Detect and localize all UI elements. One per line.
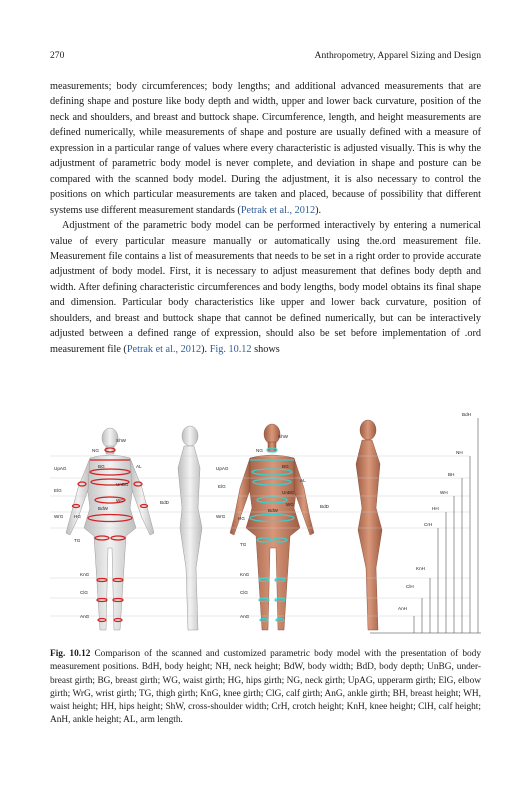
label-unbg: UnBG [116, 482, 129, 487]
label-wh: WH [440, 490, 448, 495]
label-bdw-2: BdW [268, 508, 278, 513]
citation-link[interactable]: Petrak et al., 2012 [240, 204, 316, 216]
label-upag: UpAG [54, 466, 67, 471]
label-clg-2: ClG [240, 590, 248, 595]
paragraph-2: Adjustment of the parametric body model can be performed interactively by entering a numerical value of every particular measure manually or automatically using the.ord measurement file. Measurement file contains a list of measurements that needs to be set in a right order to provide accurate adjustment of body model. First, it is necessary to adjust measurement that defines body depth and width. After defining characteristic circumferences and body lengths, body model obtains its final shape and dimension. Particular body characteristics like upper and lower back curvature, position of shoulders, and breast and buttock shape that cannot be defined numerically, but can be interactively adjusted between a defined range of expression, should also be set before implementation of .ord measurement file (Petrak et al., 2012). Fig. 10.12 shows [50, 220, 481, 355]
label-crh: CrH [424, 522, 433, 527]
label-upag-2: UpAG [216, 466, 229, 471]
label-bg-2: BG [282, 464, 289, 469]
label-unbg-2: UnBG [282, 490, 295, 495]
label-ang: AnG [80, 614, 90, 619]
label-bg: BG [98, 464, 105, 469]
grey-mannequin-front [66, 428, 154, 630]
label-bdw: BdW [98, 506, 108, 511]
caption-label: Fig. 10.12 [50, 649, 91, 659]
label-tg-2: TG [240, 542, 247, 547]
label-tg: TG [74, 538, 81, 543]
label-hg-2: HG [238, 516, 245, 521]
page-number: 270 [50, 50, 65, 61]
label-elg: ElG [54, 488, 62, 493]
label-elg-2: ElG [218, 484, 226, 489]
label-ang-2: AnG [240, 614, 250, 619]
label-clg: ClG [80, 590, 88, 595]
label-bdd: BdD [160, 500, 169, 505]
label-wrg: WrG [54, 514, 64, 519]
label-ng: NG [92, 448, 99, 453]
label-wg: WG [116, 498, 124, 503]
label-clh: ClH [406, 584, 414, 589]
citation-link[interactable]: Petrak et al., 2012 [126, 343, 202, 355]
figure-body-measurements [50, 408, 481, 638]
figure-reference-link[interactable]: Fig. 10.12 [209, 343, 252, 355]
label-hh: HH [432, 506, 439, 511]
label-kng: KnG [80, 572, 90, 577]
scanned-model-front [230, 424, 314, 630]
body-text [50, 79, 481, 357]
label-wrg-2: WrG [216, 514, 226, 519]
figure-caption [50, 648, 481, 728]
label-nh: NH [456, 450, 463, 455]
label-ng-2: NG [256, 448, 263, 453]
label-kng-2: KnG [240, 572, 250, 577]
label-knh: KnH [416, 566, 425, 571]
label-al: AL [136, 464, 142, 469]
label-wg-2: WG [286, 502, 294, 507]
label-shw: ShW [116, 438, 126, 443]
running-title: Anthropometry, Apparel Sizing and Design [314, 50, 481, 61]
label-anh: AnH [398, 606, 407, 611]
label-shw-2: ShW [278, 434, 288, 439]
label-al-2: AL [300, 478, 306, 483]
label-bdd-2: BdD [320, 504, 329, 509]
label-bdh: BdH [462, 412, 471, 417]
scanned-model-side [356, 420, 382, 630]
label-bh: BH [448, 472, 455, 477]
caption-text: Comparison of the scanned and customized parametric body model with the presentation of body measurement positions. BdH, body height; NH, neck height; BdW, body width; BdD, body depth; UnBG, under-breast girth; BG, breast girth; WG, waist girth; HG, hips girth; NG, neck girth; UpAG, upperarm girth; ElG, elbow girth; WrG, wrist girth; TG, thigh girth; KnG, knee girth; ClG, calf girth; AnG, ankle girth; BH, breast height; WH, waist height; HH, hips height; ShW, cross-shoulder width; CrH, crotch height; KnH, knee height; ClH, calf height; AnH, ankle height; AL, arm length. [50, 649, 482, 726]
label-hg: HG [74, 514, 81, 519]
paragraph-1: measurements; body circumferences; body lengths; and additional advanced measurements that are defining shape and posture like body depth and width, upper and lower back curvature, position of the neck and shoulders, and breast and buttock shape. Circumference, length, and height measurements are defined numerically, while measurements of shape and posture are usually defined with a measure of expression in a particular range of values where every characteristic is adjusted visually. This is why the adjustment of parametric body model is never complete, and deviation in shape and posture can be compared with the scanned body model. During the adjustment, it is also necessary to control the positions on which particular measurements are taken and placed, because of possibility that different systems use different measurement standards (Petrak et al., 2012). [50, 81, 481, 216]
